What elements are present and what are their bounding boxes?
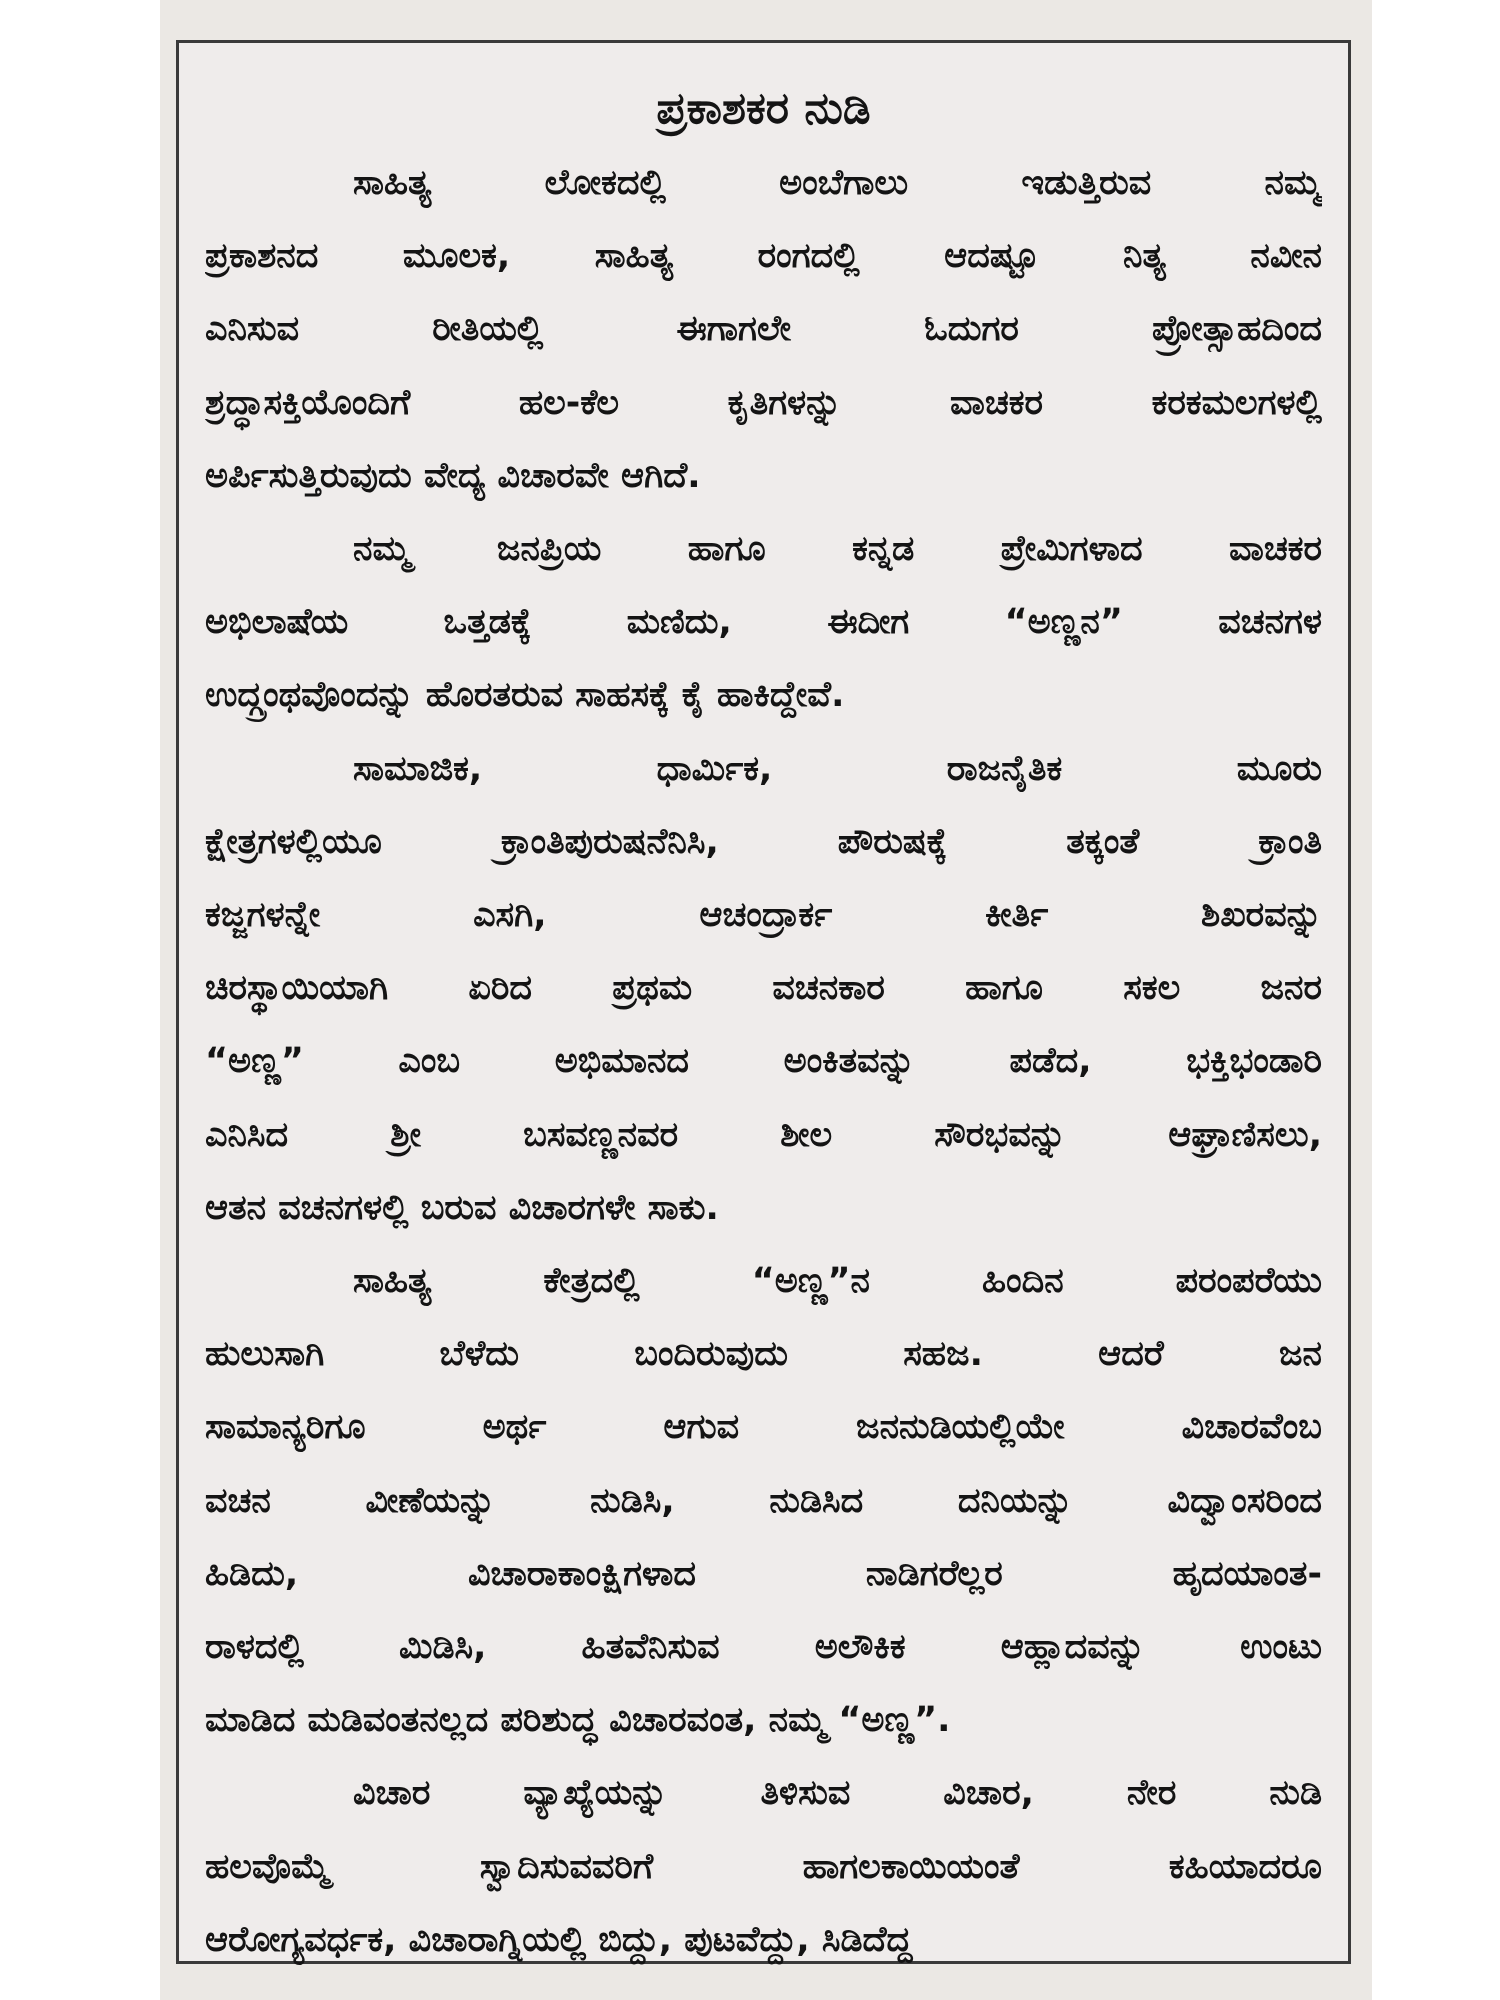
text-line: ಕ್ಷೇತ್ರಗಳಲ್ಲಿಯೂ ಕ್ರಾಂತಿಪುರುಷನೆನಿಸಿ, ಪೌರುಷಕ್ಕೆ ತಕ್ಕಂತೆ ಕ್ರಾಂತಿ xyxy=(205,821,1322,862)
text-line: ಮಾಡಿದ ಮಡಿವಂತನಲ್ಲದ ಪರಿಶುದ್ಧ ವಿಚಾರವಂತ, ನಮ್ಮ “ಅಣ್ಣ”. xyxy=(205,1700,951,1741)
text-line: ಆರೋಗ್ಯವರ್ಧಕ, ವಿಚಾರಾಗ್ನಿಯಲ್ಲಿ ಬಿದ್ದು, ಪುಟವೆದ್ದು, ಸಿಡಿದೆದ್ದ xyxy=(205,1919,913,1960)
text-line: ವಚನ ವೀಣೆಯನ್ನು ನುಡಿಸಿ, ನುಡಿಸಿದ ದನಿಯನ್ನು ವಿದ್ವಾಂಸರಿಂದ xyxy=(205,1480,1322,1521)
text-line: ಸಾಹಿತ್ಯ ಕೇತ್ರದಲ್ಲಿ “ಅಣ್ಣ”ನ ಹಿಂದಿನ ಪರಂಪರೆಯು xyxy=(353,1261,1322,1302)
text-line: ಹಲವೊಮ್ಮೆ ಸ್ವಾದಿಸುವವರಿಗೆ ಹಾಗಲಕಾಯಿಯಂತೆ ಕಹಿಯಾದರೂ xyxy=(205,1846,1322,1887)
text-line: ಆತನ ವಚನಗಳಲ್ಲಿ ಬರುವ ವಿಚಾರಗಳೇ ಸಾಕು. xyxy=(205,1187,719,1228)
document-body xyxy=(205,77,1322,1960)
text-line: ಪ್ರಕಾಶನದ ಮೂಲಕ, ಸಾಹಿತ್ಯ ರಂಗದಲ್ಲಿ ಆದಷ್ಟೂ ನಿತ್ಯ ನವೀನ xyxy=(205,236,1322,277)
text-line: ಎನಿಸುವ ರೀತಿಯಲ್ಲಿ ಈಗಾಗಲೇ ಓದುಗರ ಪ್ರೋತ್ಸಾಹದಿಂದ xyxy=(205,309,1322,350)
paragraph xyxy=(205,147,1322,513)
text-line: ಸಾಮಾಜಿಕ, ಧಾರ್ಮಿಕ, ರಾಜನೈತಿಕ ಮೂರು xyxy=(353,748,1322,789)
text-line: ನಮ್ಮ ಜನಪ್ರಿಯ ಹಾಗೂ ಕನ್ನಡ ಪ್ರೇಮಿಗಳಾದ ವಾಚಕರ xyxy=(353,529,1322,570)
text-line: ಚಿರಸ್ಥಾಯಿಯಾಗಿ ಏರಿದ ಪ್ರಥಮ ವಚನಕಾರ ಹಾಗೂ ಸಕಲ ಜನರ xyxy=(205,968,1322,1009)
page-title: ಪ್ರಕಾಶಕರ ನುಡಿ xyxy=(656,83,871,134)
paragraph-list xyxy=(205,147,1322,1977)
paragraph xyxy=(205,513,1322,733)
text-line: ಹುಲುಸಾಗಿ ಬೆಳೆದು ಬಂದಿರುವುದು ಸಹಜ. ಆದರೆ ಜನ xyxy=(205,1334,1322,1375)
text-line: ಅಭಿಲಾಷೆಯ ಒತ್ತಡಕ್ಕೆ ಮಣಿದು, ಈದೀಗ “ಅಣ್ಣನ” ವಚನಗಳ xyxy=(205,602,1322,643)
text-line: “ಅಣ್ಣ” ಎಂಬ ಅಭಿಮಾನದ ಅಂಕಿತವನ್ನು ಪಡೆದ, ಭಕ್ತಿಭಂಡಾರಿ xyxy=(205,1041,1322,1082)
text-line: ಶ್ರದ್ಧಾಸಕ್ತಿಯೊಂದಿಗೆ ಹಲ-ಕೆಲ ಕೃತಿಗಳನ್ನು ವಾಚಕರ ಕರಕಮಲಗಳಲ್ಲಿ xyxy=(205,382,1322,423)
page-border-frame xyxy=(176,40,1351,1964)
text-line: ಸಾಮಾನ್ಯರಿಗೂ ಅರ್ಥ ಆಗುವ ಜನನುಡಿಯಲ್ಲಿಯೇ ವಿಚಾರವೆಂಬ xyxy=(205,1407,1322,1448)
paragraph xyxy=(205,1757,1322,1977)
text-line: ಅರ್ಪಿಸುತ್ತಿರುವುದು ವೇದ್ಯ ವಿಚಾರವೇ ಆಗಿದೆ. xyxy=(205,455,701,496)
text-line: ಎನಿಸಿದ ಶ್ರೀ ಬಸವಣ್ಣನವರ ಶೀಲ ಸೌರಭವನ್ನು ಆಘ್ರಾಣಿಸಲು, xyxy=(205,1114,1322,1155)
paragraph xyxy=(205,733,1322,1245)
text-line: ಹಿಡಿದು, ವಿಚಾರಾಕಾಂಕ್ಷಿಗಳಾದ ನಾಡಿಗರೆಲ್ಲರ ಹೃದಯಾಂತ- xyxy=(205,1553,1322,1594)
text-line: ಉದ್ಗ್ರಂಥವೊಂದನ್ನು ಹೊರತರುವ ಸಾಹಸಕ್ಕೆ ಕೈ ಹಾಕಿದ್ದೇವೆ. xyxy=(205,675,845,716)
text-line: ರಾಳದಲ್ಲಿ ಮಿಡಿಸಿ, ಹಿತವೆನಿಸುವ ಅಲೌಕಿಕ ಆಹ್ಲಾದವನ್ನು ಉಂಟು xyxy=(205,1627,1322,1668)
text-line: ವಿಚಾರ ವ್ಯಾಖ್ಯೆಯನ್ನು ತಿಳಿಸುವ ವಿಚಾರ, ನೇರ ನುಡಿ xyxy=(353,1773,1322,1814)
paragraph xyxy=(205,1245,1322,1757)
text-line: ಕಜ್ಜಗಳನ್ನೇ ಎಸಗಿ, ಆಚಂದ್ರಾರ್ಕ ಕೀರ್ತಿ ಶಿಖರವನ್ನು xyxy=(205,895,1322,936)
text-line: ಸಾಹಿತ್ಯ ಲೋಕದಲ್ಲಿ ಅಂಬೆಗಾಲು ಇಡುತ್ತಿರುವ ನಮ್ಮ xyxy=(353,163,1322,203)
